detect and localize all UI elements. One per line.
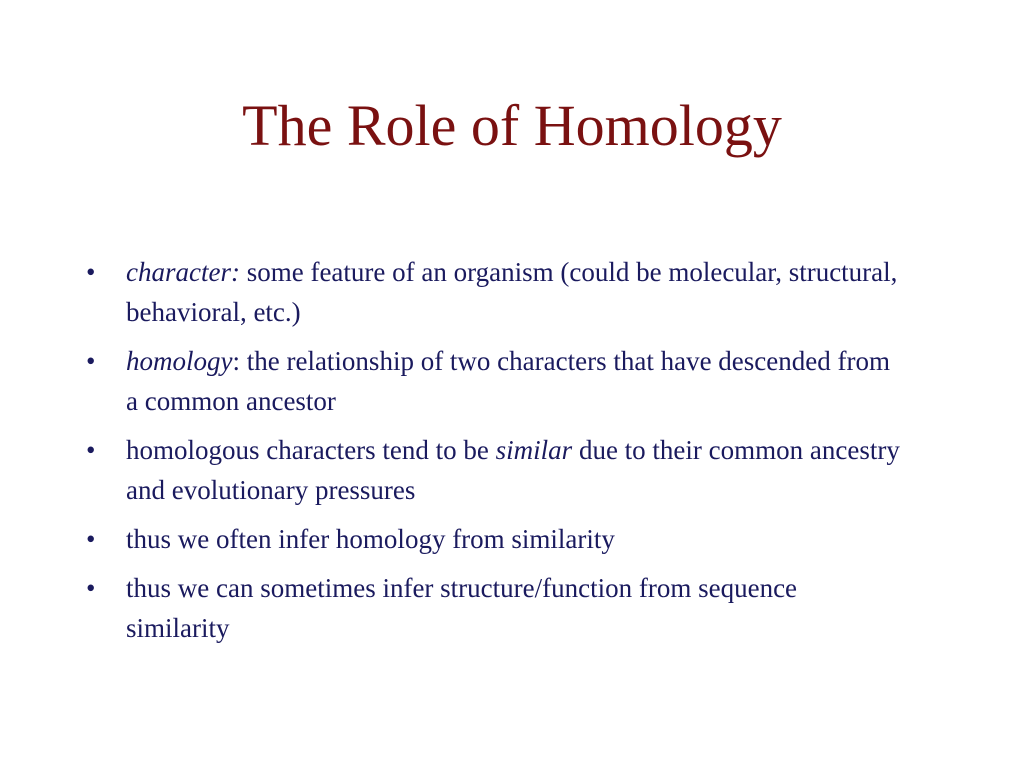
definition-character: some feature of an organism (could be molecular, structural, behavioral, etc.)	[126, 257, 898, 327]
slide-title: The Role of Homology	[242, 93, 782, 158]
bullet-marker: •	[86, 435, 96, 465]
term-character: character:	[126, 257, 240, 287]
bullet-marker: •	[86, 346, 96, 376]
bullet-text-start: homologous characters tend to be	[126, 435, 496, 465]
bullet-marker: •	[86, 257, 96, 287]
bullet-item	[0, 519, 1024, 559]
bullet-marker: •	[86, 573, 96, 603]
term-homology: homology	[126, 346, 233, 376]
bullet-item	[0, 252, 1024, 332]
bullet-text-end: due to their common ancestry and evolutionary pressures	[126, 435, 900, 505]
bullet-list	[0, 252, 1024, 657]
bullet-item	[0, 430, 1024, 510]
definition-homology: : the relationship of two characters that have descended from a common ancestor	[126, 346, 890, 416]
bullet-item	[0, 568, 1024, 648]
bullet-marker: •	[86, 524, 96, 554]
bullet-text: thus we can sometimes infer structure/function from sequence similarity	[126, 573, 798, 643]
bullet-item	[0, 341, 1024, 421]
bullet-text: thus we often infer homology from similarity	[126, 524, 615, 554]
term-similar: similar	[495, 435, 573, 465]
